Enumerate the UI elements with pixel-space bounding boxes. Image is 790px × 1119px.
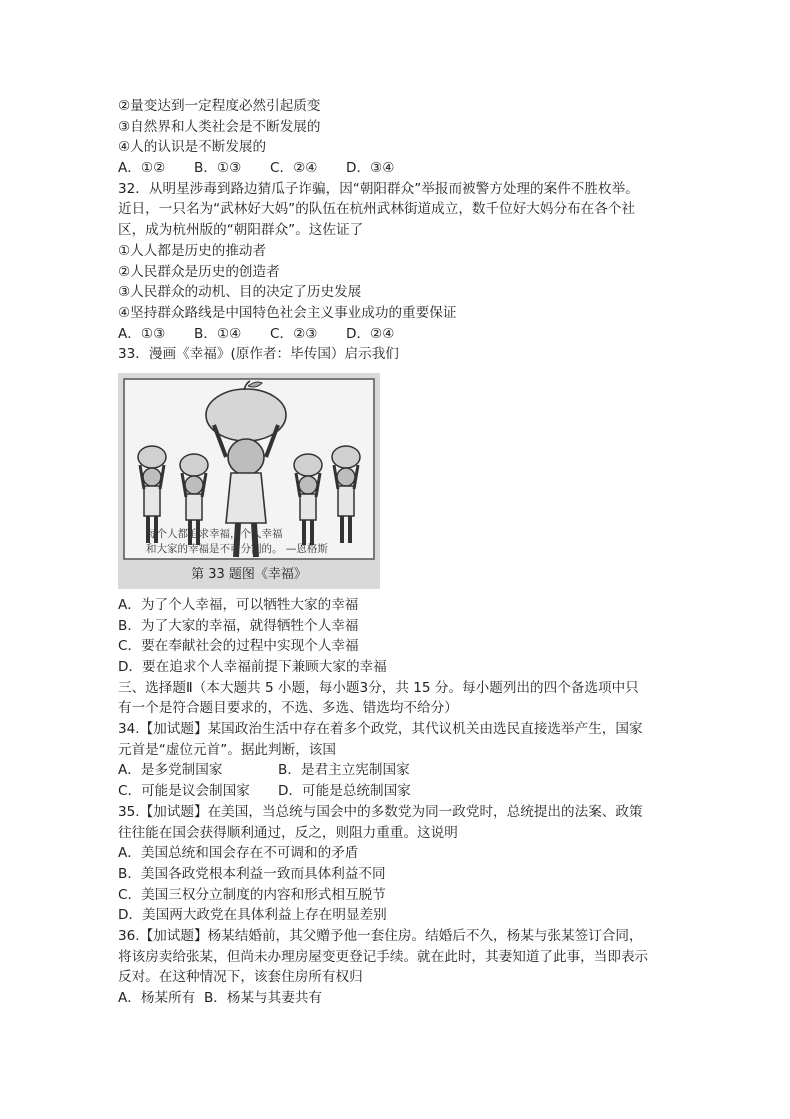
- q32-option-a[interactable]: A．①③: [118, 325, 166, 342]
- q33-option-d[interactable]: D．要在追求个人幸福前提下兼顾大家的幸福: [118, 659, 387, 675]
- q32-item-3: ③人民群众的动机、目的决定了历史发展: [118, 284, 362, 301]
- q32-item-4: ④坚持群众路线是中国特色社会主义事业成功的重要保证: [118, 304, 457, 321]
- q34-stem-line-1: 34.【加试题】某国政治生活中存在着多个政党，其代议机关由选民直接选举产生，国家: [118, 721, 643, 738]
- cartoon-figure: [118, 373, 380, 589]
- q31-options: [118, 158, 678, 179]
- q36-stem-line-2: 将该房卖给张某，但尚未办理房屋变更登记手续。就在此时，其妻知道了此事，当即表示: [118, 948, 649, 965]
- q34-stem-line-2: 元首是“虚位元首”。据此判断，该国: [118, 741, 336, 758]
- q36-stem-line-3: 反对。在这种情况下，该套住房所有权归: [118, 969, 363, 986]
- q34-option-d[interactable]: D．可能是总统制国家: [278, 783, 411, 800]
- q35-stem-line-1: 35.【加试题】在美国，当总统与国会中的多数党为同一政党时，总统提出的法案、政策: [118, 803, 643, 820]
- q35-option-d[interactable]: D．美国两大政党在具体利益上存在明显差别: [118, 907, 387, 924]
- cartoon-quote-line-2: 和大家的幸福是不可分割的。 —恩格斯: [146, 542, 328, 555]
- q34-option-b[interactable]: B．是君主立宪制国家: [278, 762, 410, 779]
- q36-option-a[interactable]: A．杨某所有: [118, 990, 196, 1006]
- q33-stem: 33．漫画《幸福》(原作者：毕传国）启示我们: [118, 346, 399, 363]
- section3-heading-line-1: 三、选择题Ⅱ（本大题共 5 小题，每小题3分，共 15 分。每小题列出的四个备选项中只: [118, 679, 639, 696]
- q33-option-b[interactable]: B．为了大家的幸福，就得牺牲个人幸福: [118, 617, 359, 634]
- cartoon-drawing: [118, 373, 380, 589]
- figure-caption: 第 33 题图《幸福》: [191, 566, 307, 582]
- q35-option-c[interactable]: C．美国三权分立制度的内容和形式相互脱节: [118, 886, 386, 903]
- q33-option-a[interactable]: A．为了个人幸福，可以牺牲大家的幸福: [118, 596, 359, 613]
- q32-stem-line-3: 区，成为杭州版的“朝阳群众”。这佐证了: [118, 222, 364, 239]
- section3-heading-line-2: 有一个是符合题目要求的，不选、多选、错选均不给分）: [118, 700, 458, 717]
- q31-option-c[interactable]: C．②④: [270, 160, 318, 177]
- q32-item-1: ①人人都是历史的推动者: [118, 242, 267, 259]
- q32-option-b[interactable]: B．①④: [194, 325, 242, 342]
- q33-option-c[interactable]: C．要在奉献社会的过程中实现个人幸福: [118, 638, 359, 655]
- q32-stem-line-2: 近日，一只名为“武林好大妈”的队伍在杭州武林街道成立，数千位好大妈分布在各个社: [118, 201, 636, 218]
- q36-options: [118, 988, 678, 1009]
- q32-item-2: ②人民群众是历史的创造者: [118, 263, 280, 280]
- statement-4: ④人的认识是不断发展的: [118, 139, 267, 156]
- q34-option-c[interactable]: C．可能是议会制国家: [118, 783, 250, 800]
- q31-option-d[interactable]: D．③④: [346, 160, 395, 177]
- q31-option-b[interactable]: B．①③: [194, 160, 242, 177]
- q35-stem-line-2: 往往能在国会获得顺利通过，反之，则阻力重重。这说明: [118, 824, 458, 841]
- q36-option-b[interactable]: B．杨某与其妻共有: [203, 990, 323, 1006]
- q34-options-row-1: [118, 760, 678, 781]
- statement-2: ②量变达到一定程度必然引起质变: [118, 98, 321, 114]
- q35-option-a[interactable]: A．美国总统和国会存在不可调和的矛盾: [118, 845, 359, 862]
- q32-options: [118, 324, 678, 345]
- q35-option-b[interactable]: B．美国各政党根本利益一致而具体利益不同: [118, 865, 386, 882]
- q32-option-d[interactable]: D．②④: [346, 325, 395, 342]
- q31-option-a[interactable]: A．①②: [118, 160, 166, 177]
- q32-stem-line-1: 32．从明星涉毒到路边猜瓜子诈骗，因“朝阳群众”举报而被警方处理的案件不胜枚举。: [118, 180, 639, 197]
- q34-options-row-2: [118, 781, 678, 802]
- q32-option-c[interactable]: C．②③: [270, 325, 318, 342]
- q36-stem-line-1: 36.【加试题】杨某结婚前，其父赠予他一套住房。结婚后不久，杨某与张某签订合同，: [118, 927, 643, 944]
- cartoon-quote-line-1: 每个人都追求幸福，个人幸福: [146, 527, 283, 540]
- exam-content: [118, 96, 678, 1009]
- statement-3: ③自然界和人类社会是不断发展的: [118, 118, 321, 135]
- q34-option-a[interactable]: A．是多党制国家: [118, 762, 223, 779]
